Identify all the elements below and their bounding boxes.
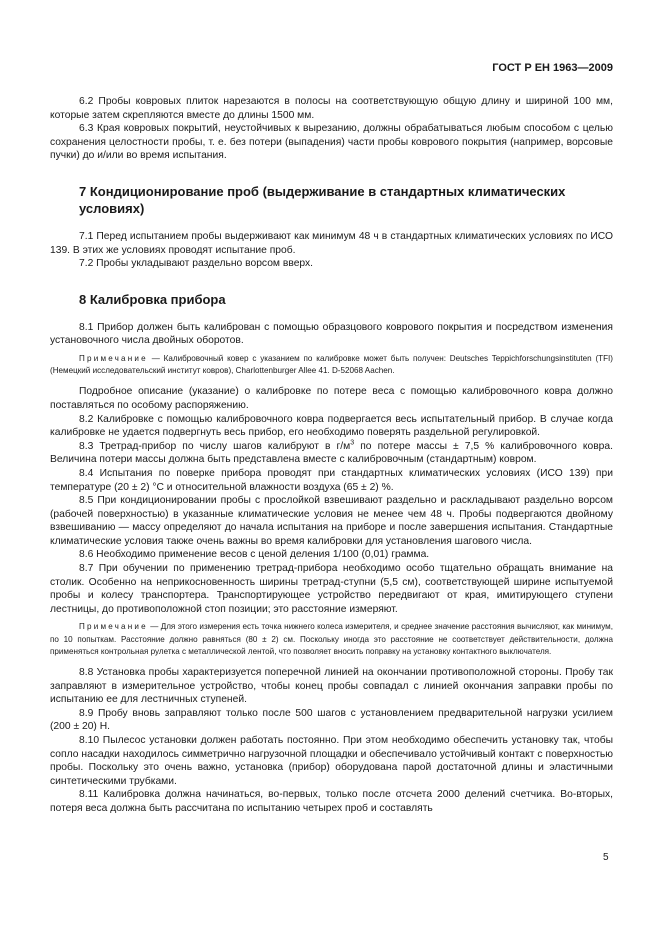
page-number: 5 bbox=[603, 852, 609, 863]
paragraph-8-5: 8.5 При кондиционировании пробы с прослойкой взвешивают раздельно и раскладывают раздельно ворсом (рабочей поверхностью) в указанные климатические условия не менее чем 48 ч. Пробы подвергаются двойному взвешиванию — массу определяют до начала испытания на приборе и после завершения испытания. Стандартные климатические условия также очень важны во время калибровки для установления шагового числа. bbox=[50, 495, 613, 547]
paragraph-6-3: 6.3 Края ковровых покрытий, неустойчивых к вырезанию, должны обрабатываться любым способом с целью сохранения целостности пробы, т. е. без потери (выпадения) части пробы коврового покрытия (например, ворсовые пучки) до и/или во время испытания. bbox=[50, 123, 613, 162]
paragraph-calibration-description: Подробное описание (указание) о калибровке по потере веса с помощью калибровочного ковра должно поставляться по особому распоряжению. bbox=[50, 386, 613, 411]
paragraph-8-11: 8.11 Калибровка должна начинаться, во-первых, только после отсчета 2000 делений счетчика. Во-вторых, потеря веса должна быть рассчитана по испытанию четырех проб и составлять bbox=[50, 789, 613, 814]
section-7-heading: 7 Кондиционирование проб (выдерживание в стандартных климатических условиях) bbox=[79, 183, 566, 216]
note-1 bbox=[50, 353, 613, 377]
paragraph-8-3-start: 8.3 Третрад-прибор по числу шагов калибруют в г/м bbox=[79, 440, 351, 452]
paragraph-8-1: 8.1 Прибор должен быть калиброван с помощью образцового коврового покрытия и посредством изменения установочного числа двойных оборотов. bbox=[50, 321, 613, 347]
paragraph-8-9: 8.9 Пробу вновь заправляют только после 500 шагов с установлением предварительной нагрузки усилием (200 ± 20) Н. bbox=[50, 707, 613, 733]
note-2 bbox=[50, 621, 613, 658]
paragraph-8-4: 8.4 Испытания по поверке прибора проводят при стандартных климатических условиях (ИСО 139) при температуре (20 ± 2) °С и относительной влажности воздуха (65 ± 2) %. bbox=[50, 467, 613, 493]
document-header: ГОСТ Р ЕН 1963—2009 bbox=[492, 62, 613, 74]
unit-superscript: 3 bbox=[350, 439, 355, 447]
paragraph-8-7: 8.7 При обучении по применению третрад-прибора необходимо особо тщательно обращать внимание на столик. Особенно на неприкосновенность ширины третрад-ступни (5,5 см), соответствующей ширине испытуемой пробы и колесу транспортера. Транспортирующее устройство передвигают от края, имитирующего ступени лестницы, до противоположной стоп позиции; это расстояние измеряют. bbox=[50, 563, 613, 615]
note-label: Примечание bbox=[79, 353, 148, 363]
paragraph-8-8: 8.8 Установка пробы характеризуется поперечной линией на окончании противоположной стороны. Пробу так заправляют в измерительное устройство, чтобы конец пробы совпадал с линией окончания заправки пробы по испытанию ее для лестничных ступеней. bbox=[50, 667, 613, 706]
paragraph-6-2: 6.2 Пробы ковровых плиток нарезаются в полосы на соответствующую общую длину и шириной 100 мм, которые затем скрепляются вместе до длины 1500 мм. bbox=[50, 96, 613, 121]
paragraph-7-2: 7.2 Пробы укладывают раздельно ворсом вверх. bbox=[79, 258, 314, 270]
note-text: — Для этого измерения есть точка нижнего колеса измерителя, и среднее значение расстояния вычисляют, как минимум, по 10 попыткам. Расстояние должно равняться (80 ± 2) см. Поскольку иногда это расстояние не соответствует действительности, должна применяться контрольная рулетка с металлической лентой, что позволяет вносить поправку на установку контактного выключателя. bbox=[50, 622, 613, 656]
note-label: Примечание bbox=[79, 622, 148, 632]
paragraph-8-2: 8.2 Калибровке с помощью калибровочного ковра подвергается весь испытательный прибор. В случае когда калибровке не удается подвергнуть весь прибор, его необходимо поверять раздельной регулировкой. bbox=[50, 413, 613, 439]
paragraph-8-3-end: по потере массы ± 7,5 % калибровочного ковра. Величина потери массы должна быть представлена вместе с калибровочным (стандартным) ковром. bbox=[50, 440, 613, 466]
page-content bbox=[50, 95, 613, 816]
note-text: — Калибровочный ковер с указанием по калибровке может быть получен: Deutsches Teppichforschungsinstituten (TFI) (Немецкий исследовательский институт ковров), Charlottenburger Allee 41. D-52068 Aachen. bbox=[50, 353, 613, 376]
paragraph-8-6: 8.6 Необходимо применение весов с ценой деления 1/100 (0,01) грамма. bbox=[79, 549, 430, 561]
paragraph-8-10: 8.10 Пылесос установки должен работать постоянно. При этом необходимо обеспечить установку так, чтобы сопло насадки находилось симметрично нагрузочной площадки и обеспечивало устойчивый контакт с поверхностью пробы. Поскольку это очень важно, установка (прибор) оборудована парой достаточной длины и эластичными синтетическими трубками. bbox=[50, 735, 613, 787]
section-8-heading: 8 Калибровка прибора bbox=[79, 291, 226, 307]
paragraph-8-3 bbox=[50, 440, 613, 467]
paragraph-7-1: 7.1 Перед испытанием пробы выдерживают как минимум 48 ч в стандартных климатических условиях по ИСО 139. В этих же условиях проводят испытание проб. bbox=[50, 230, 613, 256]
